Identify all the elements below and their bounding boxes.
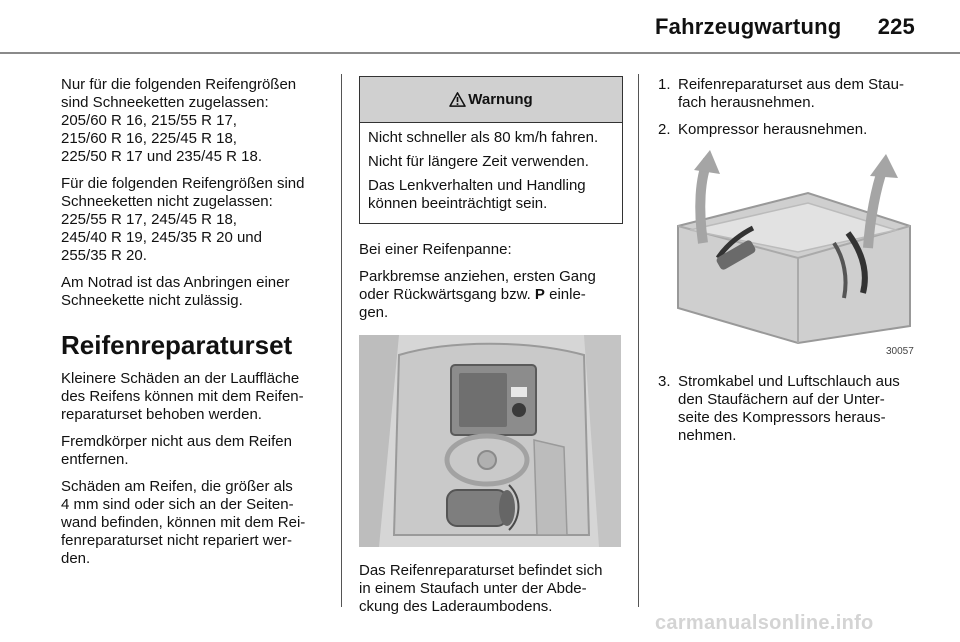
warning-line: Nicht schneller als 80 km/h fahren. <box>368 129 599 146</box>
instruction-list <box>658 76 920 139</box>
page-header <box>655 14 915 40</box>
warning-body <box>360 123 622 223</box>
column-divider-right <box>638 74 639 607</box>
column-left <box>61 76 336 577</box>
storage-compartment-figure <box>359 335 621 547</box>
column-middle <box>359 76 623 625</box>
paragraph: Fremdkörper nicht aus dem Reifen entfernen. <box>61 433 292 468</box>
page-number: 225 <box>877 14 915 39</box>
warning-title: Warnung <box>468 90 533 108</box>
section-heading: Reifenreparaturset <box>61 330 293 360</box>
paragraph: Parkbremse anziehen, ersten Gang oder Rückwärtsgang bzw. P einle- gen. <box>359 268 596 321</box>
warning-header <box>360 77 622 123</box>
chapter-title: Fahrzeugwartung <box>655 14 842 39</box>
list-item: 2. Kompressor herausnehmen. <box>658 121 868 138</box>
compressor-removal-figure <box>658 148 920 360</box>
instruction-list-continued <box>658 373 920 445</box>
paragraph: Für die folgenden Reifengrößen sind Schneeketten nicht zugelassen: 225/55 R 17, 245/45 R 18, 245/40 R 19, 245/35 R 20 und 255/35 R 20. <box>61 175 305 264</box>
list-item: 3. Stromkabel und Luftschlauch aus den Staufächern auf der Unter- seite des Kompressors heraus- nehmen. <box>658 373 900 444</box>
watermark: carmanualsonline.info <box>655 612 874 634</box>
list-item: 1. Reifenreparaturset aus dem Stau- fach herausnehmen. <box>658 76 904 111</box>
paragraph: Kleinere Schäden an der Lauffläche des Reifens können mit dem Reifen- reparaturset behoben werden. <box>61 370 304 423</box>
column-right <box>658 76 920 454</box>
column-divider-left <box>341 74 342 607</box>
paragraph: Schäden am Reifen, die größer als 4 mm sind oder sich an der Seiten- wand befinden, können mit dem Rei- fenreparaturset nicht repariert wer- den. <box>61 478 306 567</box>
figure-caption: Das Reifenreparaturset befindet sich in einem Staufach unter der Abde- ckung des Laderaumbodens. <box>359 562 603 615</box>
paragraph: Am Notrad ist das Anbringen einer Schneekette nicht zulässig. <box>61 274 290 309</box>
warning-box <box>359 76 623 224</box>
header-rule <box>0 52 960 54</box>
figure-number: 30057 <box>886 346 914 357</box>
paragraph: Nur für die folgenden Reifengrößen sind Schneeketten zugelassen: 205/60 R 16, 215/55 R 17, 215/60 R 16, 225/45 R 18, 225/50 R 17 und 235/45 R 18. <box>61 76 297 165</box>
warning-line: Das Lenkverhalten und Handling können beeinträchtigt sein. <box>368 177 586 212</box>
paragraph: Bei einer Reifenpanne: <box>359 241 512 258</box>
warning-line: Nicht für längere Zeit verwenden. <box>368 153 589 170</box>
warning-triangle-icon <box>449 92 466 107</box>
gear-p-label: P <box>534 286 545 303</box>
